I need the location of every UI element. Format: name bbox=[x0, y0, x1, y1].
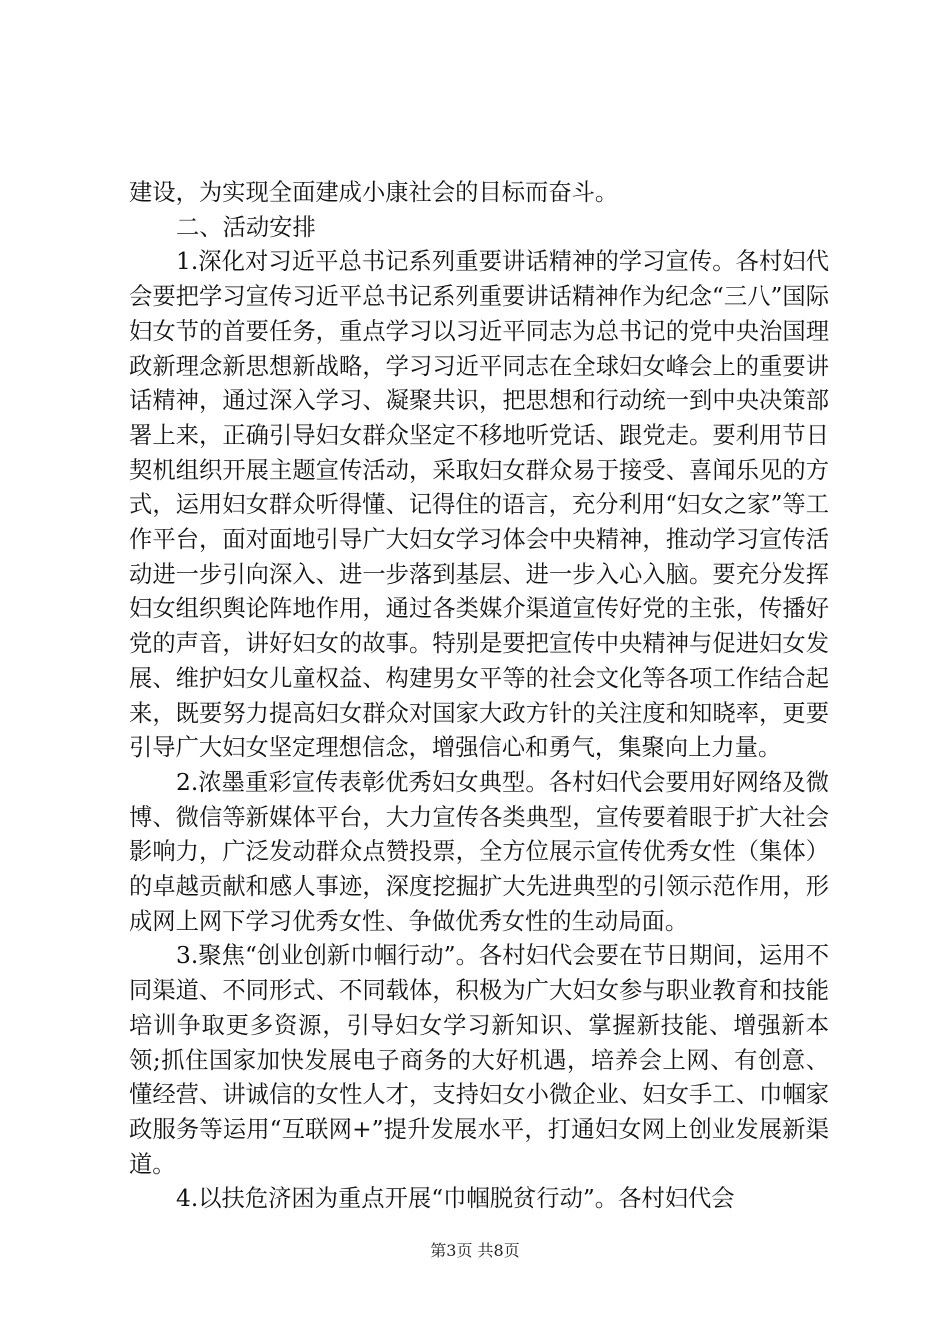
paragraph-item-4: 4.以扶危济困为重点开展“巾帼脱贫行动”。各村妇代会 bbox=[176, 1185, 735, 1213]
section-heading: 二、活动安排 bbox=[176, 213, 316, 241]
paragraph-continuation: 建设，为实现全面建成小康社会的目标而奋斗。 bbox=[129, 179, 619, 206]
paragraph-item-3: 3.聚焦“创业创新巾帼行动”。各村妇代会要在节日期间，运用不同渠道、不同形式、不同载体，积极为广大妇女参与职业教育和技能培训争取更多资源，引导妇女学习新知识、掌握新技能、增强新本领;抓住国家加快发展电子商务的大好机遇，培养会上网、有创意、懂经营、讲诚信的女性人才，支持妇女小微企业、妇女手工、巾帼家政服务等运用“互联网+”提升发展水平，打通妇女网上创业发展新渠道。 bbox=[129, 942, 829, 1178]
paragraph-item-1: 1.深化对习近平总书记系列重要讲话精神的学习宣传。各村妇代会要把学习宣传习近平总书记系列重要讲话精神作为纪念“三八”国际妇女节的首要任务，重点学习以习近平同志为总书记的党中央治国理政新理念新思想新战略，学习习近平同志在全球妇女峰会上的重要讲话精神，通过深入学习、凝聚共识，把思想和行动统一到中央决策部署上来，正确引导妇女群众坚定不移地听党话、跟党走。要利用节日契机组织开展主题宣传活动，采取妇女群众易于接受、喜闻乐见的方式，运用妇女群众听得懂、记得住的语言，充分利用“妇女之家”等工作平台，面对面地引导广大妇女学习体会中央精神，推动学习宣传活动进一步引向深入、进一步落到基层、进一步入心入脑。要充分发挥妇女组织舆论阵地作用，通过各类媒介渠道宣传好党的主张，传播好党的声音，讲好妇女的故事。特别是要把宣传中央精神与促进妇女发展、维护妇女儿童权益、构建男女平等的社会文化等各项工作结合起来，既要努力提高妇女群众对国家大政方针的关注度和知晓率，更要引导广大妇女坚定理想信念，增强信心和勇气，集聚向上力量。 bbox=[129, 248, 829, 762]
document-body bbox=[129, 176, 829, 1217]
page-footer bbox=[0, 1241, 950, 1261]
page-number-label: 第3页 共8页 bbox=[430, 1241, 520, 1260]
paragraph-item-2: 2.浓墨重彩宣传表彰优秀妇女典型。各村妇代会要用好网络及微博、微信等新媒体平台，大力宣传各类典型，宣传要着眼于扩大社会影响力，广泛发动群众点赞投票，全方位展示宣传优秀女性（集体）的卓越贡献和感人事迹，深度挖掘扩大先进典型的引领示范作用，形成网上网下学习优秀女性、争做优秀女性的生动局面。 bbox=[129, 768, 829, 935]
